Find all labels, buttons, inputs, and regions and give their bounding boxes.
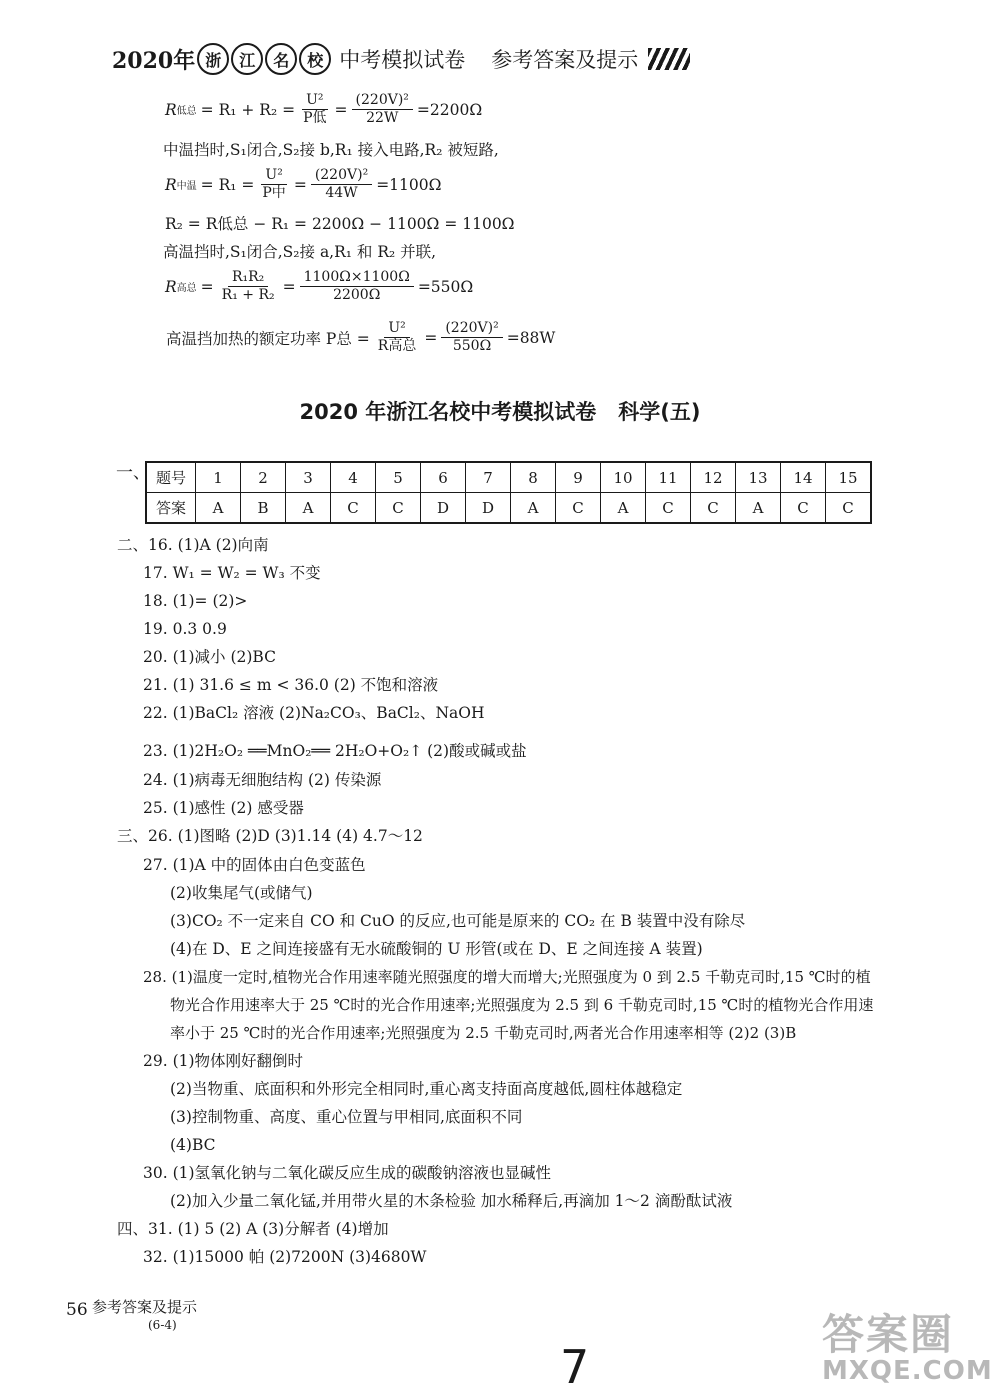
answer-line: (4)在 D、E 之间连接盛有无水硫酸铜的 U 形管(或在 D、E 之间连接 A 装置) xyxy=(170,940,703,958)
answer-cell: A xyxy=(286,493,331,524)
answer-line: (4)BC xyxy=(170,1136,216,1154)
answer-cell: A xyxy=(511,493,556,524)
answer-line: 三、26. (1)图略 (2)D (3)1.14 (4) 4.7～12 xyxy=(117,827,423,845)
question-number: 1 xyxy=(196,462,241,493)
answer-line: 32. (1)15000 帕 (2)7200N (3)4680W xyxy=(143,1248,427,1266)
table-row xyxy=(146,462,871,493)
question-number: 8 xyxy=(511,462,556,493)
answer-cell: A xyxy=(736,493,781,524)
question-number: 12 xyxy=(691,462,736,493)
answer-cell: C xyxy=(826,493,872,524)
question-number: 15 xyxy=(826,462,872,493)
page-header xyxy=(112,40,690,78)
row-label: 答案 xyxy=(146,493,196,524)
page-number: 56 xyxy=(66,1300,88,1320)
answer-line: 29. (1)物体刚好翻倒时 xyxy=(143,1052,304,1070)
answer-cell: C xyxy=(646,493,691,524)
answer-cell: A xyxy=(196,493,241,524)
question-number: 3 xyxy=(286,462,331,493)
text-line: R₂ = R低总 − R₁ = 2200Ω − 1100Ω = 1100Ω xyxy=(165,215,515,233)
header-year: 2020年 xyxy=(112,47,196,74)
footer-subtext: (6-4) xyxy=(148,1318,177,1332)
question-number: 11 xyxy=(646,462,691,493)
answer-line: 二、16. (1)A (2)向南 xyxy=(117,536,269,554)
question-number: 13 xyxy=(736,462,781,493)
answer-line: 30. (1)氢氧化钠与二氧化碳反应生成的碳酸钠溶液也显碱性 xyxy=(143,1164,552,1182)
section-title xyxy=(0,396,1000,426)
header-subtitle: 参考答案及提示 xyxy=(491,48,639,72)
section-title-main: 2020 年浙江名校中考模拟试卷 xyxy=(299,400,597,424)
table-row xyxy=(146,493,871,524)
answer-cell: A xyxy=(601,493,646,524)
answer-line: 27. (1)A 中的固体由白色变蓝色 xyxy=(143,856,366,874)
footer-text: 参考答案及提示 xyxy=(92,1298,198,1316)
formula-high-total: R 高总 = $\frac{\text{R₁R₂}}{\text{R₁ + R₂}}$ = $\frac{1100\Omega\times 1100\Omega}{2200\Omega}$ =550Ω xyxy=(165,269,474,303)
answer-line: 28. (1)温度一定时,植物光合作用速率随光照强度的增大而增大;光照强度为 0 到 2.5 千勒克司时,15 ℃时的植 xyxy=(143,968,871,986)
circled-char: 江 xyxy=(231,43,263,75)
question-number: 7 xyxy=(466,462,511,493)
answer-line: 25. (1)感性 (2) 感受器 xyxy=(143,799,304,817)
answer-line: (2)收集尾气(或储气) xyxy=(170,884,313,902)
answer-line: 18. (1)= (2)> xyxy=(143,592,248,610)
answer-cell: C xyxy=(781,493,826,524)
answer-cell: C xyxy=(331,493,376,524)
question-number: 9 xyxy=(556,462,601,493)
formula-mid-total: R 中温 = R₁ = $\frac{\text{U²}}{\text{P中}}$ = $\frac{\text{(220V)²}}{44W}$ =1100Ω xyxy=(165,167,442,201)
header-stripes-icon xyxy=(648,48,690,70)
answer-table xyxy=(145,461,872,524)
answer-line: 21. (1) 31.6 ≤ m < 36.0 (2) 不饱和溶液 xyxy=(143,676,439,694)
answer-line: 率小于 25 ℃时的光合作用速率;光照强度为 2.5 千勒克司时,两者光合作用速率相等 (2)2 (3)B xyxy=(170,1024,797,1042)
question-number: 5 xyxy=(376,462,421,493)
answer-line: 四、31. (1) 5 (2) A (3)分解者 (4)增加 xyxy=(117,1220,389,1238)
answer-line: (3)CO₂ 不一定来自 CO 和 CuO 的反应,也可能是原来的 CO₂ 在 B 装置中没有除尽 xyxy=(170,912,746,930)
question-number: 4 xyxy=(331,462,376,493)
answer-line: 24. (1)病毒无细胞结构 (2) 传染源 xyxy=(143,771,382,789)
answer-line: 20. (1)减小 (2)BC xyxy=(143,648,276,666)
question-number: 2 xyxy=(241,462,286,493)
answer-cell: C xyxy=(556,493,601,524)
answer-line: 19. 0.3 0.9 xyxy=(143,620,227,638)
answer-cell: D xyxy=(466,493,511,524)
question-number: 14 xyxy=(781,462,826,493)
answer-line: 23. (1)2H₂O₂ ══MnO₂══ 2H₂O+O₂↑ (2)酸或碱或盐 xyxy=(143,742,527,760)
answer-line: 17. W₁ = W₂ = W₃ 不变 xyxy=(143,564,321,582)
answer-line: (2)当物重、底面积和外形完全相同时,重心离支持面高度越低,圆柱体越稳定 xyxy=(170,1080,683,1098)
header-title: 中考模拟试卷 xyxy=(339,48,466,72)
answer-line: 22. (1)BaCl₂ 溶液 (2)Na₂CO₃、BaCl₂、NaOH xyxy=(143,704,485,722)
question-number: 10 xyxy=(601,462,646,493)
watermark-big: 答案圈 xyxy=(822,1310,955,1359)
formula-high-power: 高温挡加热的额定功率 P总 = $\frac{\text{U²}}{\text{R高总}}$ = $\frac{\text{(220V)²}}{550\Omega}$ =88W xyxy=(166,320,556,354)
section-title-sub: 科学(五) xyxy=(618,400,701,424)
answer-line: 物光合作用速率大于 25 ℃时的光合作用速率;光照强度为 2.5 到 6 千勒克司时,15 ℃时的植物光合作用速 xyxy=(170,996,874,1014)
answer-line: (2)加入少量二氧化锰,并用带火星的木条检验 加水稀释后,再滴加 1～2 滴酚酞试液 xyxy=(170,1192,733,1210)
row-label: 题号 xyxy=(146,462,196,493)
answer-cell: D xyxy=(421,493,466,524)
watermark-logo xyxy=(822,1302,994,1388)
text-line: 中温挡时,S₁闭合,S₂接 b,R₁ 接入电路,R₂ 被短路, xyxy=(163,141,499,159)
answer-cell: B xyxy=(241,493,286,524)
answer-cell: C xyxy=(376,493,421,524)
answer-cell: C xyxy=(691,493,736,524)
circled-char: 名 xyxy=(265,43,297,75)
text-line: 高温挡时,S₁闭合,S₂接 a,R₁ 和 R₂ 并联, xyxy=(163,243,437,261)
section-label: 一、 xyxy=(116,463,150,483)
circled-char: 校 xyxy=(299,43,331,75)
question-number: 6 xyxy=(421,462,466,493)
formula-low-total: R 低总 = R₁ + R₂ = $\frac{\text{U²}}{\text{P低}}$ = $\frac{\text{(220V)²}}{22W}$ =2200Ω xyxy=(165,92,483,126)
watermark-small: MXQE.COM xyxy=(822,1356,993,1386)
circled-char: 浙 xyxy=(197,43,229,75)
handwritten-mark: 7 xyxy=(560,1340,590,1394)
answer-line: (3)控制物重、高度、重心位置与甲相同,底面积不同 xyxy=(170,1108,523,1126)
